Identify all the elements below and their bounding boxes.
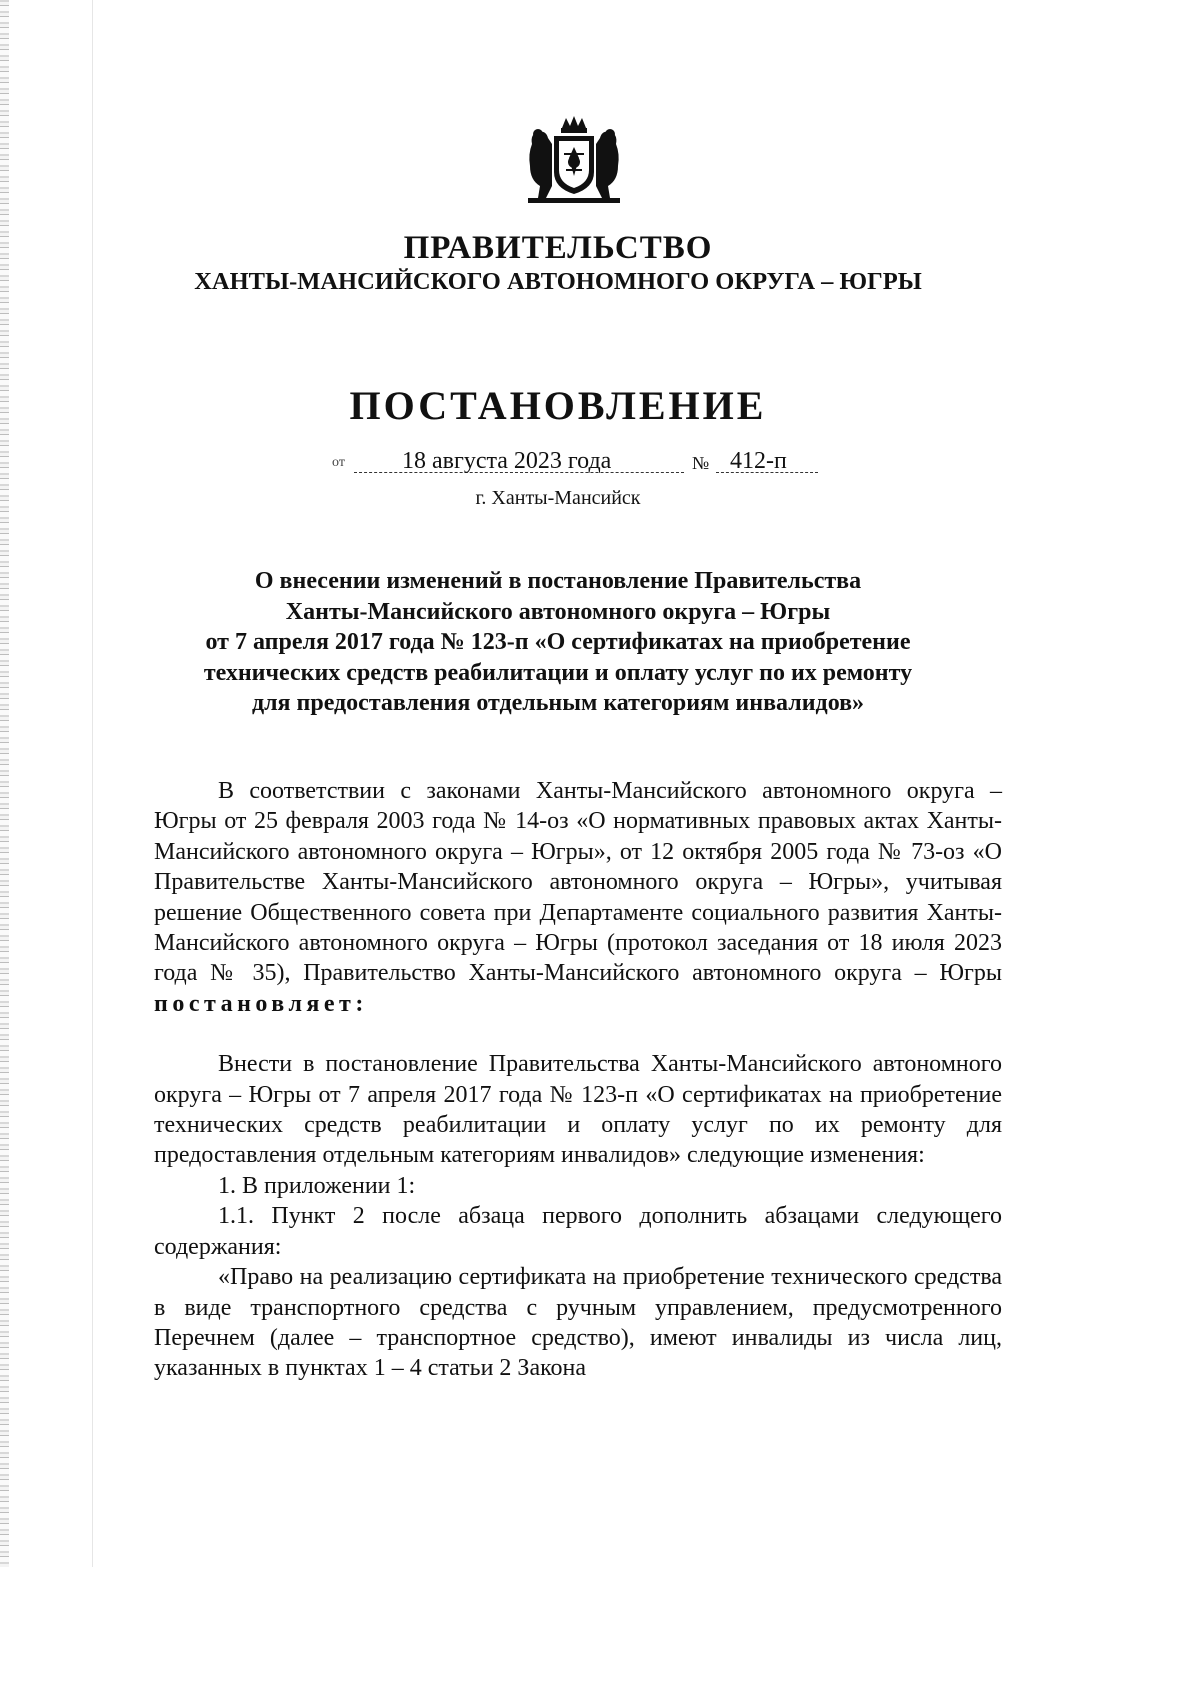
preamble-text: В соответствии с законами Ханты-Мансийского автономного округа – Югры от 25 февраля 2003 года № 14-оз «О нормативных правовых актах Ханты-Мансийского автономного округа – Югры», от 12 октября 2005 года № 73-оз «О Правительстве Ханты-Мансийского автономного округа – Югры», учитывая решение Общественного совета при Департаменте социального развития Ханты-Мансийского автономного округа – Югры (протокол заседания от 18 июля 2023 года № 35), Правительство Ханты-Мансийского автономного округа – Югры	[154, 778, 1002, 987]
document-number: 412-п	[730, 448, 787, 474]
document-dateline	[332, 448, 832, 478]
title-line: для предоставления отдельным категориям инвалидов»	[251, 690, 865, 716]
title-line: технических средств реабилитации и оплату услуг по их ремонту	[203, 659, 913, 686]
title-line: Ханты-Мансийского автономного округа – Югры	[285, 598, 831, 625]
region-name: ХАНТЫ-МАНСИЙСКОГО АВТОНОМНОГО ОКРУГА – ЮГРЫ	[194, 268, 922, 295]
document-body	[154, 776, 1002, 1384]
preamble-paragraph	[154, 776, 1002, 1019]
document-city: г. Ханты-Мансийск	[475, 487, 641, 509]
document-date: 18 августа 2023 года	[402, 448, 612, 474]
number-sign: №	[692, 453, 710, 473]
government-title: ПРАВИТЕЛЬСТВО	[403, 230, 713, 266]
coat-of-arms-emblem	[524, 114, 624, 204]
title-line: от 7 апреля 2017 года № 123-п «О сертификатах на приобретение	[205, 629, 911, 655]
title-line: О внесении изменений в постановление Правительства	[254, 568, 862, 594]
intro-paragraph: Внести в постановление Правительства Ханты-Мансийского автономного округа – Югры от 7 апреля 2017 года № 123-п «О сертификатах на приобретение технических средств реабилитации и оплату услуг по их ремонту для предоставления отдельным категориям инвалидов» следующие изменения:	[154, 1051, 1002, 1169]
item-1: 1. В приложении 1:	[218, 1172, 416, 1199]
document-title	[140, 566, 976, 719]
date-prefix: от	[332, 455, 345, 470]
document-type: ПОСТАНОВЛЕНИЕ	[349, 383, 767, 428]
quoted-amendment: «Право на реализацию сертификата на приобретение технического средства в виде транспортного средства с ручным управлением, предусмотренного Перечнем (далее – транспортное средство), имеют инвалиды из числа лиц, указанных в пунктах 1 – 4 статьи 2 Закона	[154, 1264, 1002, 1382]
resolves-word: постановляет:	[154, 990, 368, 1017]
item-1-1: 1.1. Пункт 2 после абзаца первого дополнить абзацами следующего содержания:	[154, 1203, 1002, 1260]
